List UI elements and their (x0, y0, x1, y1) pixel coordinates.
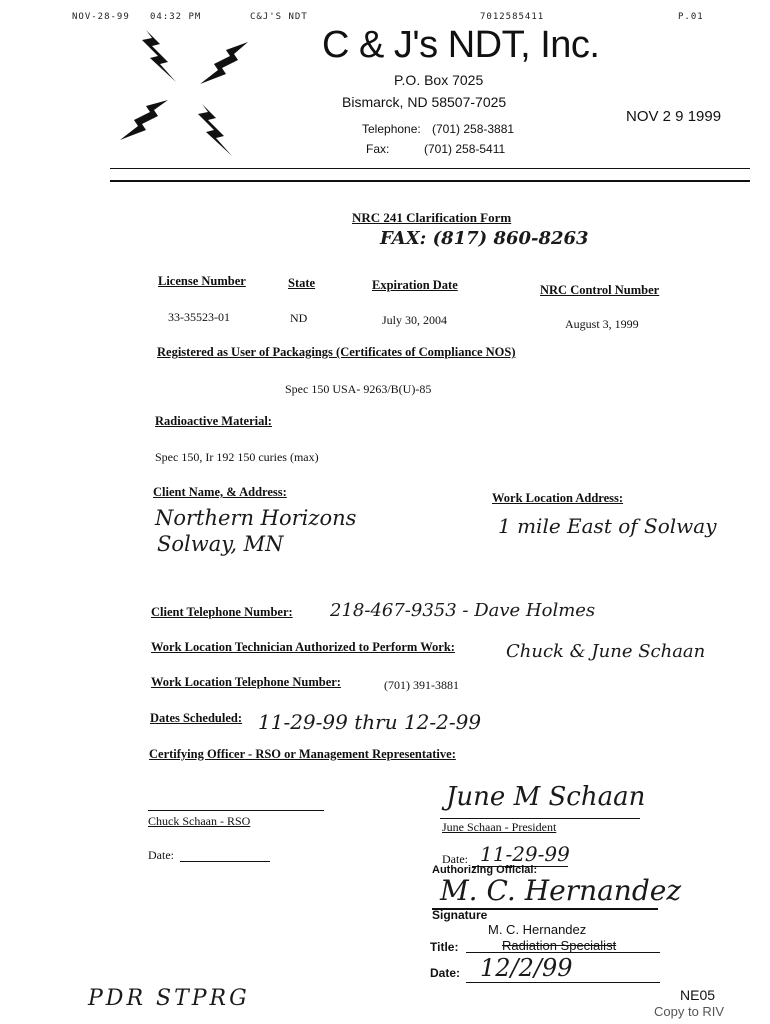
president-date-label: Date: (442, 852, 468, 866)
client-address-value: Solway, MN (157, 532, 284, 556)
company-telephone: (701) 258-3881 (432, 122, 515, 136)
official-signature: M. C. Hernandez (440, 874, 682, 907)
header-rule (110, 168, 750, 169)
work-location-telephone-value: (701) 391-3881 (384, 678, 459, 692)
title-label: Title: (430, 940, 459, 954)
packaging-label: Registered as User of Packagings (Certificates of Compliance NOS) (157, 345, 516, 359)
certifying-officer-label: Certifying Officer - RSO or Management Representative: (149, 747, 456, 761)
state-value: ND (290, 311, 308, 325)
expiration-date-value: July 30, 2004 (382, 313, 448, 327)
nrc-control-number-value: August 3, 1999 (565, 317, 639, 331)
official-title: Radiation Specialist (502, 938, 617, 953)
handwritten-fax-number: FAX: (817) 860-8263 (380, 228, 589, 249)
rso-date-line (180, 861, 270, 862)
bolt-icon (196, 102, 236, 158)
bolt-icon (140, 28, 180, 84)
president-signature: June M Schaan (446, 782, 646, 812)
nrc-control-number-label: NRC Control Number (540, 283, 660, 297)
bolt-icon (196, 40, 250, 86)
official-name: M. C. Hernandez (488, 922, 587, 937)
work-location-label: Work Location Address: (492, 491, 624, 505)
license-number-value: 33-35523-01 (168, 310, 230, 324)
official-date-line (466, 982, 660, 983)
radioactive-material-value: Spec 150, Ir 192 150 curies (max) (155, 450, 319, 464)
fax-phone: 7012585411 (480, 12, 545, 22)
client-name-value: Northern Horizons (155, 506, 357, 530)
header-rule (110, 180, 750, 182)
work-location-telephone-label: Work Location Telephone Number: (151, 675, 341, 689)
signature-label: Signature (432, 908, 488, 922)
bolt-icon (118, 98, 170, 142)
company-fax: (701) 258-5411 (424, 142, 506, 156)
fax-sender: C&J'S NDT (250, 12, 308, 22)
rso-date-label: Date: (148, 848, 174, 862)
dates-scheduled-value: 11-29-99 thru 12-2-99 (258, 710, 482, 734)
president-signature-line (440, 818, 640, 819)
president-name: June Schaan - President (442, 820, 557, 834)
copy-note: Copy to RIV (654, 1004, 725, 1019)
fax-page: P.01 (678, 12, 704, 22)
company-po-box: P.O. Box 7025 (394, 72, 484, 88)
technician-label: Work Location Technician Authorized to Perform Work: (151, 640, 455, 654)
license-number-label: License Number (158, 274, 246, 288)
company-fax-label: Fax: (366, 142, 390, 156)
client-telephone-value: 218-467-9353 - Dave Holmes (330, 600, 596, 621)
form-title: NRC 241 Clarification Form (352, 210, 512, 225)
rso-signature-line (148, 810, 324, 811)
president-date-value: 11-29-99 (480, 842, 570, 866)
company-city: Bismarck, ND 58507-7025 (342, 94, 507, 110)
handwritten-filing-note: PDR STPRG (88, 986, 250, 1011)
technician-value: Chuck & June Schaan (506, 641, 706, 662)
fax-time: 04:32 PM (150, 12, 202, 22)
packaging-value: Spec 150 USA- 9263/B(U)-85 (285, 382, 432, 396)
received-stamp: NOV 2 9 1999 (626, 108, 722, 125)
company-name: C & J's NDT, Inc. (322, 24, 600, 66)
work-location-value: 1 mile East of Solway (498, 514, 717, 538)
client-name-label: Client Name, & Address: (153, 485, 287, 499)
document-code: NE05 (680, 987, 716, 1003)
fax-date: NOV-28-99 (72, 12, 130, 22)
rso-name: Chuck Schaan - RSO (148, 814, 251, 828)
client-telephone-label: Client Telephone Number: (151, 605, 293, 619)
state-label: State (288, 276, 316, 290)
dates-scheduled-label: Dates Scheduled: (150, 711, 243, 725)
official-date-value: 12/2/99 (480, 954, 573, 982)
radioactive-material-label: Radioactive Material: (155, 414, 272, 428)
authorizing-official-label: Authorizing Official: (432, 864, 538, 876)
company-telephone-label: Telephone: (362, 122, 421, 136)
expiration-date-label: Expiration Date (372, 278, 458, 292)
official-date-label: Date: (430, 966, 461, 980)
